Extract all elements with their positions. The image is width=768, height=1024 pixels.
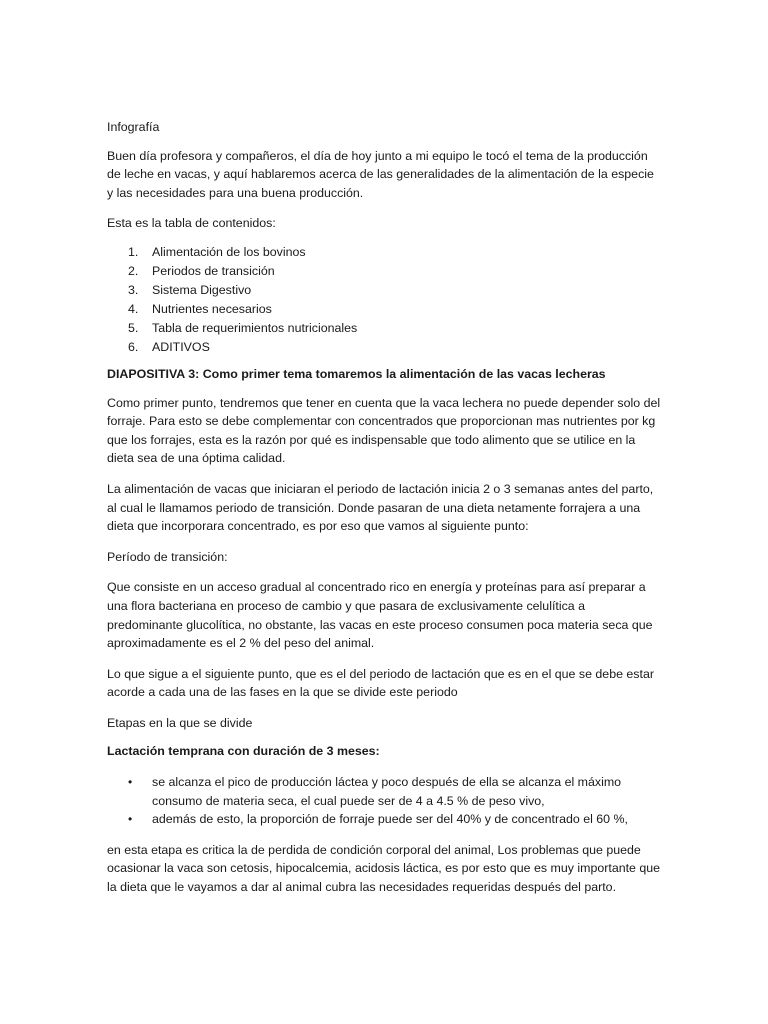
bullet-icon: • xyxy=(128,775,133,790)
document-page xyxy=(107,118,663,897)
stages-heading: Etapas en la que se divide xyxy=(107,715,253,730)
document-title: Infografía xyxy=(107,120,160,134)
list-item xyxy=(107,773,663,810)
table-of-contents xyxy=(107,243,663,357)
toc-item xyxy=(107,319,663,338)
paragraph-transition: Que consiste en un acceso gradual al concentrado rico en energía y proteínas para así preparar a una flora bacteriana en proceso de cambio y que pasara de exclusivamente celulítica a predominante glucolítica, no obstante, las vacas en este proceso consumen poca materia seca que aproximadamente es el 2 % del peso del animal. xyxy=(107,580,653,651)
toc-item-number: 3. xyxy=(128,282,139,297)
toc-intro: Esta es la tabla de contenidos: xyxy=(107,216,276,231)
slide3-heading: DIAPOSITIVA 3: Como primer tema tomaremos la alimentación de las vacas lecheras xyxy=(107,366,606,381)
paragraph-lactation-start: La alimentación de vacas que iniciaran el periodo de lactación inicia 2 o 3 semanas antes del parto, al cual le llamamos periodo de transición. Donde pasaran de una dieta netamente forrajera a una dieta que incorporara concentrado, es por eso que vamos al siguiente punto: xyxy=(107,481,654,534)
toc-item-label: Nutrientes necesarios xyxy=(152,301,272,316)
toc-item-number: 2. xyxy=(128,263,139,278)
toc-item-label: Sistema Digestivo xyxy=(152,282,252,297)
toc-item xyxy=(107,243,663,262)
toc-item-label: ADITIVOS xyxy=(152,339,210,354)
toc-item-label: Periodos de transición xyxy=(152,263,275,278)
paragraph-lactation-phases: Lo que sigue a el siguiente punto, que es el del periodo de lactación que es en el que se debe estar acorde a cada una de las fases en la que se divide este periodo xyxy=(107,666,654,700)
toc-item xyxy=(107,262,663,281)
toc-item-number: 6. xyxy=(128,339,139,354)
toc-item-number: 5. xyxy=(128,320,139,335)
toc-item xyxy=(107,338,663,357)
early-lactation-list xyxy=(107,773,663,829)
paragraph-forage: Como primer punto, tendremos que tener en cuenta que la vaca lechera no puede depender solo del forraje. Para esto se debe complementar con concentrados que proporcionan mas nutrientes por kg que los forrajes, esta es la razón por qué es indispensable que todo alimento que se utilice en la dieta sea de una óptima calidad. xyxy=(107,395,661,466)
toc-item-label: Tabla de requerimientos nutricionales xyxy=(152,320,358,335)
bullet-icon: • xyxy=(128,812,133,827)
list-item-text: además de esto, la proporción de forraje puede ser del 40% y de concentrado el 60 %, xyxy=(152,812,628,827)
intro-paragraph: Buen día profesora y compañeros, el día de hoy junto a mi equipo le tocó el tema de la producción de leche en vacas, y aquí hablaremos acerca de las generalidades de la alimentación de la especie y las necesidades para una buena producción. xyxy=(107,148,654,200)
toc-item-number: 1. xyxy=(128,244,139,259)
toc-item xyxy=(107,300,663,319)
toc-item xyxy=(107,281,663,300)
early-lactation-heading: Lactación temprana con duración de 3 meses: xyxy=(107,744,380,759)
toc-item-label: Alimentación de los bovinos xyxy=(152,244,306,259)
list-item-text: se alcanza el pico de producción láctea y poco después de ella se alcanza el máximo consumo de materia seca, el cual puede ser de 4 a 4.5 % de peso vivo, xyxy=(152,775,622,808)
list-item xyxy=(107,810,663,829)
paragraph-critical-stage: en esta etapa es critica la de perdida de condición corporal del animal, Los problemas que puede ocasionar la vaca son cetosis, hipocalcemia, acidosis láctica, es por esto que es muy importante que la dieta que le vayamos a dar al animal cubra las necesidades requeridas después del parto. xyxy=(107,842,661,895)
toc-item-number: 4. xyxy=(128,301,139,316)
transition-heading: Período de transición: xyxy=(107,549,228,564)
